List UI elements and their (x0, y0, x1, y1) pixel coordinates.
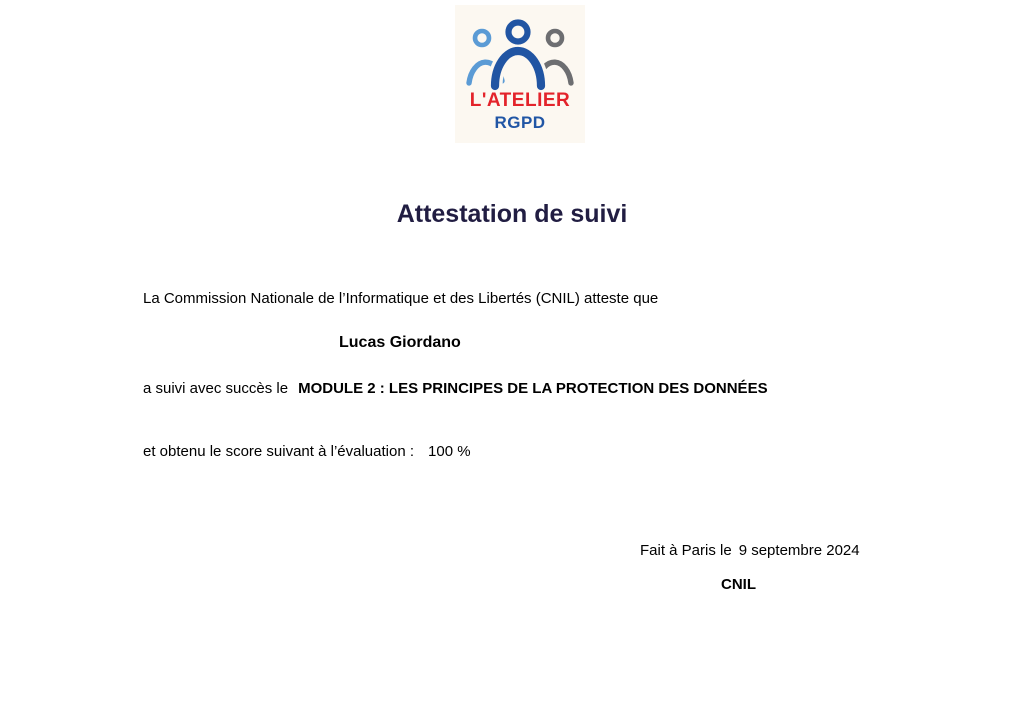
course-line (143, 380, 768, 397)
intro-text: La Commission Nationale de l’Informatique et des Libertés (CNIL) atteste que (143, 290, 659, 307)
course-prefix-text: a suivi avec succès le (143, 380, 289, 397)
course-title-text: MODULE 2 : LES PRINCIPES DE LA PROTECTION DES DONNÉES (298, 380, 768, 397)
three-people-icon (455, 5, 585, 93)
logo-brand-text: L'ATELIER (469, 90, 571, 111)
page-title: Attestation de suivi (396, 200, 628, 228)
date-line (640, 542, 860, 559)
score-label-text: et obtenu le score suivant à l’évaluation : (143, 443, 415, 460)
place-label-text: Fait à Paris le (640, 542, 732, 559)
score-value: 100 % (428, 443, 471, 460)
score-line (143, 443, 471, 460)
trainee-name: Lucas Giordano (339, 334, 461, 351)
atelier-rgpd-logo (455, 5, 585, 143)
signature-text: CNIL (721, 576, 756, 593)
date-value: 9 septembre 2024 (738, 542, 860, 559)
logo-sub-text: RGPD (494, 112, 546, 132)
